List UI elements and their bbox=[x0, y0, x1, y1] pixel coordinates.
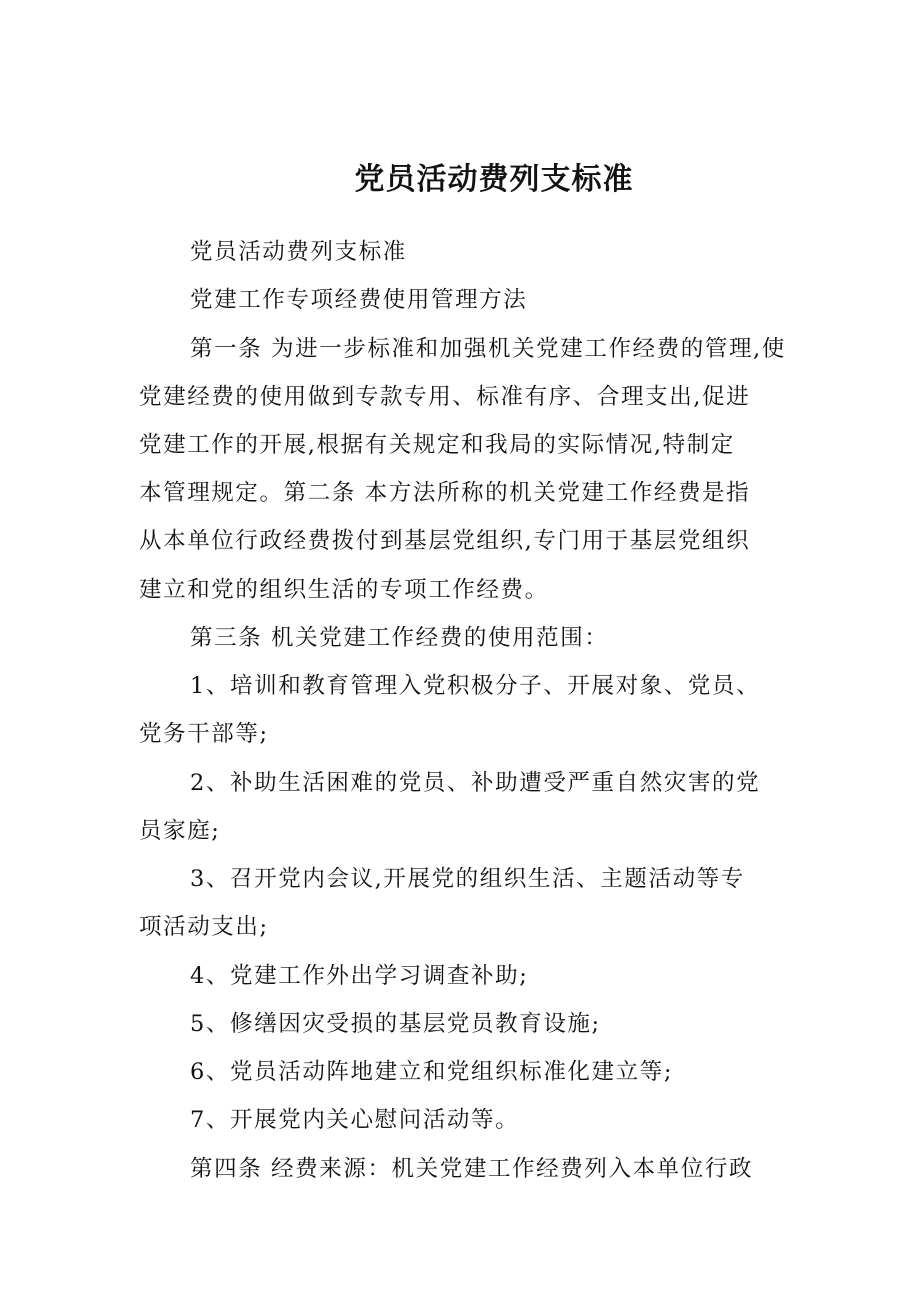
paragraph-line: 4、党建工作外出学习调查补助; bbox=[190, 963, 529, 989]
paragraph-line: 党建工作专项经费使用管理方法 bbox=[190, 287, 528, 313]
paragraph-line: 本管理规定。第二条 本方法所称的机关党建工作经费是指 bbox=[139, 480, 751, 506]
paragraph-line: 党员活动费列支标准 bbox=[190, 239, 407, 265]
paragraph-line: 从本单位行政经费拨付到基层党组织,专门用于基层党组织 bbox=[139, 528, 751, 554]
paragraph-line: 第三条 机关党建工作经费的使用范围： bbox=[190, 625, 609, 651]
document-title: 党员活动费列支标准 bbox=[354, 162, 634, 197]
paragraph-line: 员家庭; bbox=[139, 818, 221, 844]
paragraph-line: 党务干部等; bbox=[139, 721, 269, 747]
paragraph-line: 7、开展党内关心慰问活动等。 bbox=[190, 1107, 520, 1133]
paragraph-line: 3、召开党内会议,开展党的组织生活、主题活动等专 bbox=[190, 866, 745, 892]
paragraph-line: 第一条 为进一步标准和加强机关党建工作经费的管理,使 bbox=[190, 336, 786, 362]
paragraph-line: 党建工作的开展,根据有关规定和我局的实际情况,特制定 bbox=[139, 432, 735, 458]
paragraph-line: 6、党员活动阵地建立和党组织标准化建立等; bbox=[190, 1059, 673, 1085]
paragraph-line: 项活动支出; bbox=[139, 914, 269, 940]
paragraph-line: 党建经费的使用做到专款专用、标准有序、合理支出,促进 bbox=[139, 384, 751, 410]
paragraph-line: 5、修缮因灾受损的基层党员教育设施; bbox=[190, 1011, 601, 1037]
paragraph-line: 建立和党的组织生活的专项工作经费。 bbox=[139, 577, 549, 603]
paragraph-line: 第四条 经费来源：机关党建工作经费列入本单位行政 bbox=[190, 1156, 754, 1182]
paragraph-line: 2、补助生活困难的党员、补助遭受严重自然灾害的党 bbox=[190, 770, 761, 796]
paragraph-line: 1、培训和教育管理入党积极分子、开展对象、党员、 bbox=[190, 673, 761, 699]
